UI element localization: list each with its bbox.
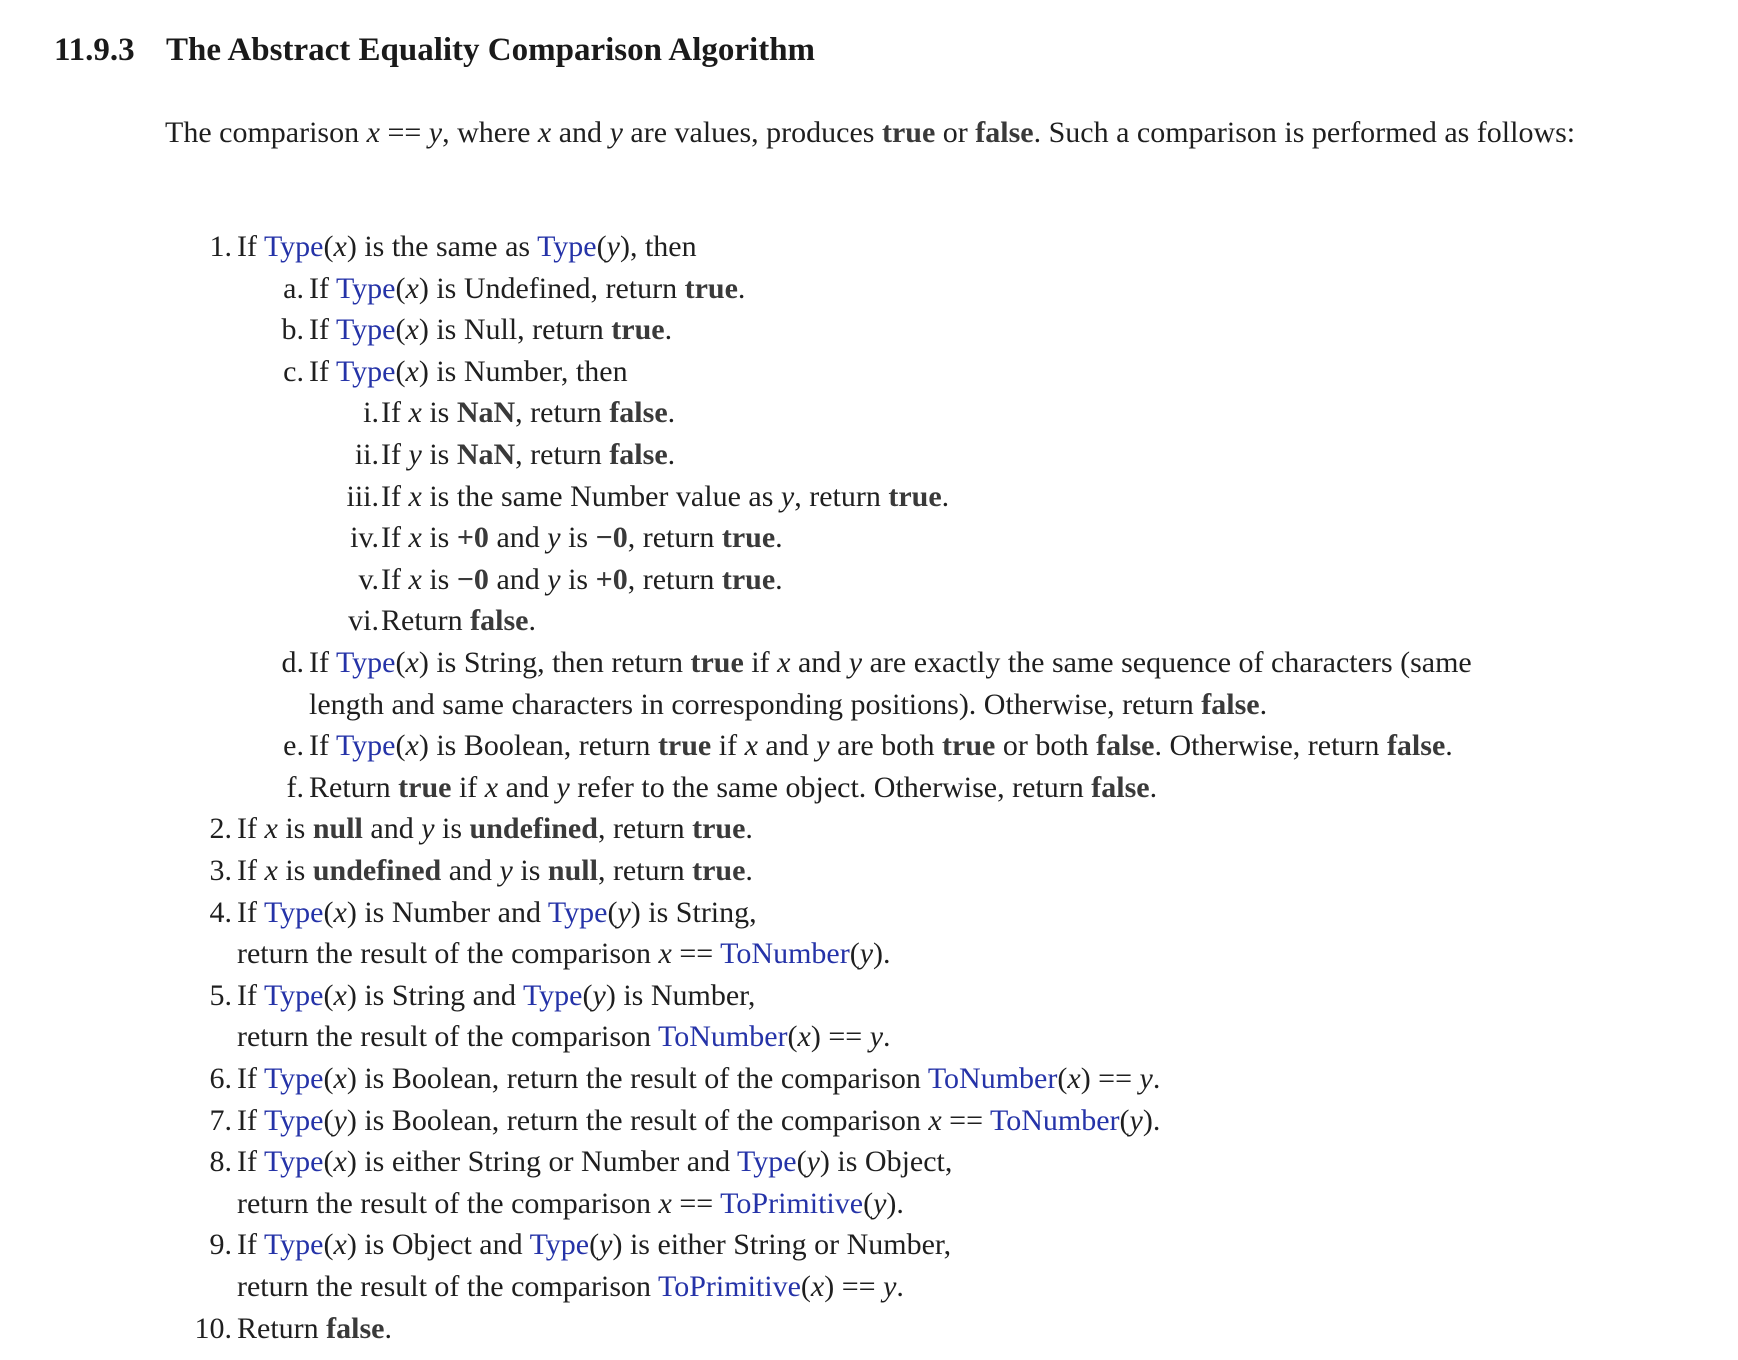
step-text: If <box>309 313 336 346</box>
keyword: true <box>684 272 738 305</box>
step-text: . <box>745 854 753 887</box>
step-text: . <box>941 480 950 513</box>
step-text: ( <box>607 896 618 929</box>
step-content <box>381 392 675 434</box>
step-text: . <box>896 1270 904 1303</box>
var-y: y <box>609 116 623 149</box>
step-text: ) == <box>824 1270 884 1303</box>
step-text: ) is either String or Number and <box>346 1145 738 1178</box>
step-content <box>309 268 745 310</box>
step-text: . <box>745 812 753 845</box>
variable: x <box>408 521 422 554</box>
step-text: . Otherwise, return <box>1154 729 1387 762</box>
variable: x <box>405 729 419 762</box>
keyword: false <box>1386 729 1446 762</box>
step-text: and <box>488 521 548 554</box>
step-text: ( <box>582 979 593 1012</box>
step-content <box>309 642 1472 684</box>
keyword: true <box>721 521 776 554</box>
step-marker: c. <box>283 355 304 388</box>
keyword: NaN <box>456 396 516 429</box>
spec-link[interactable]: Type <box>263 1228 324 1261</box>
step-content <box>237 1058 1160 1100</box>
step-text: is <box>421 521 457 554</box>
step-content <box>237 975 755 1017</box>
keyword: undefined <box>312 854 442 887</box>
step-text: is <box>560 563 596 596</box>
step-content <box>381 517 783 559</box>
keyword: true <box>398 771 452 804</box>
variable: y <box>606 230 620 263</box>
step-text: is <box>277 854 313 887</box>
step-marker: ii. <box>354 438 379 471</box>
variable: y <box>780 480 795 513</box>
keyword: true <box>657 729 712 762</box>
step-content <box>381 434 675 476</box>
variable: y <box>859 937 874 970</box>
spec-link[interactable]: Type <box>335 313 396 346</box>
step-text: If <box>237 979 264 1012</box>
keyword: null <box>312 812 363 845</box>
step-text: ) is String, then return <box>418 646 691 679</box>
step-text: and <box>488 563 548 596</box>
keyword: +0 <box>595 563 628 596</box>
step-text: , return <box>597 854 693 887</box>
variable: y <box>333 1104 347 1137</box>
keyword: true <box>721 563 776 596</box>
step-text: ) is Undefined, return <box>418 272 685 305</box>
step-text: is the same Number value as <box>421 480 781 513</box>
spec-link[interactable]: Type <box>263 1104 324 1137</box>
step-content <box>381 600 536 642</box>
step-text: ( <box>395 646 406 679</box>
intro-operator: == <box>379 116 429 149</box>
keyword: true <box>611 313 665 346</box>
step-text: ( <box>395 355 406 388</box>
step-marker: v. <box>358 563 379 596</box>
spec-link[interactable]: Type <box>263 896 324 929</box>
step-text: ) is Null, return <box>418 313 612 346</box>
variable: x <box>405 646 419 679</box>
step-text: ( <box>395 729 406 762</box>
keyword: true <box>690 646 744 679</box>
step-content <box>237 808 753 850</box>
variable: x <box>333 896 347 929</box>
step-text: ( <box>323 896 334 929</box>
step-text: If <box>381 396 409 429</box>
keyword-true: true <box>881 116 936 149</box>
keyword: false <box>1096 729 1155 762</box>
step-text: If <box>381 521 409 554</box>
step-content <box>237 226 697 268</box>
variable: y <box>1129 1104 1143 1137</box>
step-text: , return <box>597 812 693 845</box>
step-text: ( <box>589 1228 600 1261</box>
variable: x <box>658 1187 672 1220</box>
spec-link[interactable]: Type <box>335 729 396 762</box>
step-text: ( <box>596 230 607 263</box>
step-text: ( <box>1119 1104 1130 1137</box>
step-marker: d. <box>281 646 304 679</box>
step-text: and <box>790 646 849 679</box>
variable: x <box>408 563 422 596</box>
step-text: ) is Boolean, return <box>418 729 658 762</box>
step-text: if <box>743 646 778 679</box>
step-text: Return <box>309 771 399 804</box>
step-content <box>309 684 1267 726</box>
step-content <box>309 351 628 393</box>
variable: y <box>873 1187 887 1220</box>
step-marker: 9. <box>209 1228 232 1261</box>
step-marker: 2. <box>209 812 232 845</box>
step-text: ) is either String or Number, <box>612 1228 952 1261</box>
variable: x <box>658 937 672 970</box>
variable: y <box>617 896 631 929</box>
intro-text: are values, produces <box>622 116 882 149</box>
step-marker: b. <box>281 313 304 346</box>
step-text: ( <box>800 1270 811 1303</box>
step-text: ( <box>1057 1062 1068 1095</box>
variable: y <box>1139 1062 1153 1095</box>
step-text: or both <box>995 729 1097 762</box>
step-marker: 7. <box>209 1104 232 1137</box>
step-marker: 10. <box>194 1312 232 1345</box>
step-content <box>381 559 783 601</box>
step-text: . <box>384 1312 392 1345</box>
step-marker: 1. <box>209 230 232 263</box>
variable: x <box>744 729 758 762</box>
step-text: ( <box>323 1145 334 1178</box>
step-text: ( <box>323 1062 334 1095</box>
section-number: 11.9.3 <box>54 32 135 68</box>
step-text: ( <box>395 272 406 305</box>
variable: x <box>484 771 499 804</box>
keyword: true <box>692 854 746 887</box>
variable: x <box>333 1145 347 1178</box>
spec-link[interactable]: Type <box>263 1145 324 1178</box>
step-text: is <box>512 854 548 887</box>
keyword: −0 <box>456 563 489 596</box>
step-text: . <box>737 272 746 305</box>
step-text: ( <box>863 1187 874 1220</box>
var-x: x <box>537 116 552 149</box>
step-text: return the result of the comparison <box>237 1020 658 1053</box>
step-text: ) is Object, <box>819 1145 953 1178</box>
step-text: ( <box>323 979 334 1012</box>
step-text: ), then <box>619 230 697 263</box>
intro-text: or <box>935 116 976 149</box>
step-content <box>381 476 949 518</box>
step-text: If <box>381 480 409 513</box>
step-text: . <box>664 313 673 346</box>
step-text: , return <box>794 480 889 513</box>
keyword: −0 <box>595 521 628 554</box>
step-text: If <box>309 646 336 679</box>
step-text: == <box>941 1104 990 1137</box>
variable: y <box>421 812 435 845</box>
keyword: true <box>888 480 942 513</box>
step-text: ) is Number and <box>346 896 548 929</box>
step-text: return the result of the comparison <box>237 937 659 970</box>
step-text: If <box>381 438 409 471</box>
step-marker: f. <box>286 771 304 804</box>
intro-text: , where <box>442 116 538 149</box>
step-marker: 3. <box>209 854 232 887</box>
step-marker: vi. <box>348 604 379 637</box>
intro-text: The comparison <box>165 116 367 149</box>
step-text: , return <box>627 563 722 596</box>
variable: y <box>499 854 513 887</box>
step-text: ) is Number, then <box>418 355 628 388</box>
step-text: and <box>362 812 422 845</box>
step-text: ). <box>886 1187 904 1220</box>
step-text: ( <box>323 1228 334 1261</box>
var-x: x <box>366 116 380 149</box>
step-text: , return <box>627 521 722 554</box>
step-text: . <box>1259 688 1268 721</box>
step-text: ( <box>395 313 406 346</box>
step-text: , return <box>515 396 610 429</box>
variable: y <box>547 563 561 596</box>
step-text: Return <box>381 604 471 637</box>
step-text: and <box>498 771 557 804</box>
step-text: is <box>421 438 457 471</box>
variable: x <box>1067 1062 1081 1095</box>
step-content <box>237 1183 904 1225</box>
step-text: , return <box>515 438 610 471</box>
step-text: Return <box>237 1312 327 1345</box>
step-text: if <box>451 771 485 804</box>
spec-link[interactable]: ToPrimitive <box>720 1187 864 1220</box>
step-content <box>237 1100 1160 1142</box>
step-text: ( <box>849 937 860 970</box>
intro-text: and <box>551 116 610 149</box>
step-marker: i. <box>363 396 379 429</box>
step-text: If <box>381 563 409 596</box>
keyword: false <box>609 396 668 429</box>
step-content <box>309 767 1157 809</box>
spec-link[interactable]: ToNumber <box>720 937 850 970</box>
step-text: are exactly the same sequence of characters (same <box>862 646 1472 679</box>
spec-link[interactable]: ToPrimitive <box>658 1270 801 1303</box>
step-marker: a. <box>283 272 304 305</box>
step-text: If <box>309 729 336 762</box>
step-text: are both <box>829 729 943 762</box>
step-text: ) is the same as <box>346 230 538 263</box>
spec-link[interactable]: Type <box>335 646 396 679</box>
step-text: . <box>1445 729 1453 762</box>
keyword: false <box>470 604 529 637</box>
keyword: false <box>326 1312 385 1345</box>
spec-link[interactable]: Type <box>737 1145 797 1178</box>
step-content <box>309 309 672 351</box>
variable: y <box>806 1145 820 1178</box>
keyword: true <box>942 729 996 762</box>
keyword: NaN <box>456 438 516 471</box>
step-text: ( <box>796 1145 807 1178</box>
step-text: is <box>421 563 457 596</box>
intro-text: . Such a comparison is performed as follows: <box>1033 116 1576 149</box>
step-text: If <box>237 230 264 263</box>
step-content <box>237 1141 952 1183</box>
step-text: ) is Boolean, return the result of the comparison <box>346 1062 928 1095</box>
variable: y <box>848 646 863 679</box>
step-text: ) is Boolean, return the result of the comparison <box>346 1104 929 1137</box>
step-text: If <box>237 1062 264 1095</box>
step-text: if <box>711 729 745 762</box>
step-text: . <box>528 604 536 637</box>
spec-link[interactable]: Type <box>263 1062 324 1095</box>
step-text: . <box>667 438 676 471</box>
step-text: ( <box>323 230 334 263</box>
step-text: ) == <box>1080 1062 1140 1095</box>
keyword: false <box>609 438 668 471</box>
step-text: is <box>277 812 313 845</box>
variable: y <box>556 771 570 804</box>
step-marker: 5. <box>209 979 232 1012</box>
step-text: is <box>560 521 596 554</box>
step-content <box>237 892 757 934</box>
step-text: and <box>441 854 500 887</box>
step-text: ) == <box>810 1020 870 1053</box>
step-marker: e. <box>283 729 304 762</box>
spec-link[interactable]: Type <box>537 230 597 263</box>
step-text: ) is Number, <box>605 979 756 1012</box>
step-text: ) is String, <box>630 896 757 929</box>
step-marker: 6. <box>209 1062 232 1095</box>
step-text: . <box>775 563 783 596</box>
step-marker: iv. <box>350 521 379 554</box>
variable: y <box>869 1020 884 1053</box>
step-text: ). <box>1142 1104 1161 1137</box>
spec-link[interactable]: ToNumber <box>658 1020 788 1053</box>
spec-link[interactable]: Type <box>547 896 608 929</box>
step-text: . <box>775 521 783 554</box>
spec-link[interactable]: ToNumber <box>927 1062 1058 1095</box>
variable: x <box>928 1104 942 1137</box>
keyword: null <box>547 854 598 887</box>
variable: y <box>547 521 561 554</box>
step-content <box>237 1016 891 1058</box>
var-y: y <box>428 116 443 149</box>
spec-link[interactable]: Type <box>529 1228 590 1261</box>
variable: x <box>405 272 419 305</box>
keyword: false <box>1201 688 1260 721</box>
step-text: return the result of the comparison <box>237 1270 658 1303</box>
step-text: ) is String and <box>346 979 523 1012</box>
variable: x <box>405 355 419 388</box>
step-text: ( <box>787 1020 798 1053</box>
variable: y <box>883 1270 897 1303</box>
step-marker: 8. <box>209 1145 232 1178</box>
variable: y <box>816 729 830 762</box>
step-text: If <box>237 1145 264 1178</box>
step-text: == <box>671 937 721 970</box>
variable: x <box>264 812 278 845</box>
variable: x <box>264 854 278 887</box>
step-text: . <box>1152 1062 1161 1095</box>
step-text: If <box>237 854 265 887</box>
step-content <box>237 933 891 975</box>
step-text: ). <box>873 937 891 970</box>
step-text: . <box>667 396 676 429</box>
step-text: If <box>309 272 336 305</box>
spec-link[interactable]: Type <box>263 230 324 263</box>
variable: x <box>408 480 422 513</box>
step-content <box>237 1266 904 1308</box>
variable: x <box>408 396 422 429</box>
variable: x <box>333 1062 347 1095</box>
step-content <box>309 725 1453 767</box>
variable: x <box>333 230 347 263</box>
step-text: . <box>883 1020 891 1053</box>
step-text: ( <box>323 1104 334 1137</box>
step-text: If <box>237 896 264 929</box>
keyword: undefined <box>469 812 598 845</box>
variable: x <box>405 313 419 346</box>
step-text: If <box>237 1104 264 1137</box>
step-text: If <box>237 812 265 845</box>
step-text: and <box>757 729 817 762</box>
step-content <box>237 1308 392 1350</box>
step-text: return the result of the comparison <box>237 1187 659 1220</box>
spec-link[interactable]: Type <box>335 272 396 305</box>
variable: x <box>810 1270 825 1303</box>
step-text: If <box>237 1228 264 1261</box>
step-text: ) is Object and <box>346 1228 530 1261</box>
spec-link[interactable]: Type <box>263 979 324 1012</box>
keyword: false <box>1091 771 1150 804</box>
step-text: is <box>434 812 470 845</box>
spec-link[interactable]: Type <box>522 979 583 1012</box>
variable: x <box>333 1228 347 1261</box>
spec-link[interactable]: Type <box>335 355 396 388</box>
variable: y <box>408 438 422 471</box>
variable: y <box>599 1228 613 1261</box>
section-title: The Abstract Equality Comparison Algorithm <box>166 32 816 68</box>
step-content <box>237 1224 951 1266</box>
variable: x <box>797 1020 811 1053</box>
step-text: If <box>309 355 336 388</box>
spec-link[interactable]: ToNumber <box>989 1104 1120 1137</box>
step-text: refer to the same object. Otherwise, return <box>569 771 1092 804</box>
keyword: true <box>692 812 746 845</box>
keyword: +0 <box>456 521 489 554</box>
step-text: == <box>671 1187 721 1220</box>
step-content <box>237 850 753 892</box>
step-text: . <box>1149 771 1158 804</box>
step-marker: 4. <box>209 896 232 929</box>
step-text: is <box>421 396 457 429</box>
variable: y <box>592 979 606 1012</box>
step-text: length and same characters in corresponding positions). Otherwise, return <box>309 688 1202 721</box>
variable: x <box>777 646 791 679</box>
variable: x <box>333 979 347 1012</box>
keyword-false: false <box>975 116 1034 149</box>
step-marker: iii. <box>346 480 379 513</box>
